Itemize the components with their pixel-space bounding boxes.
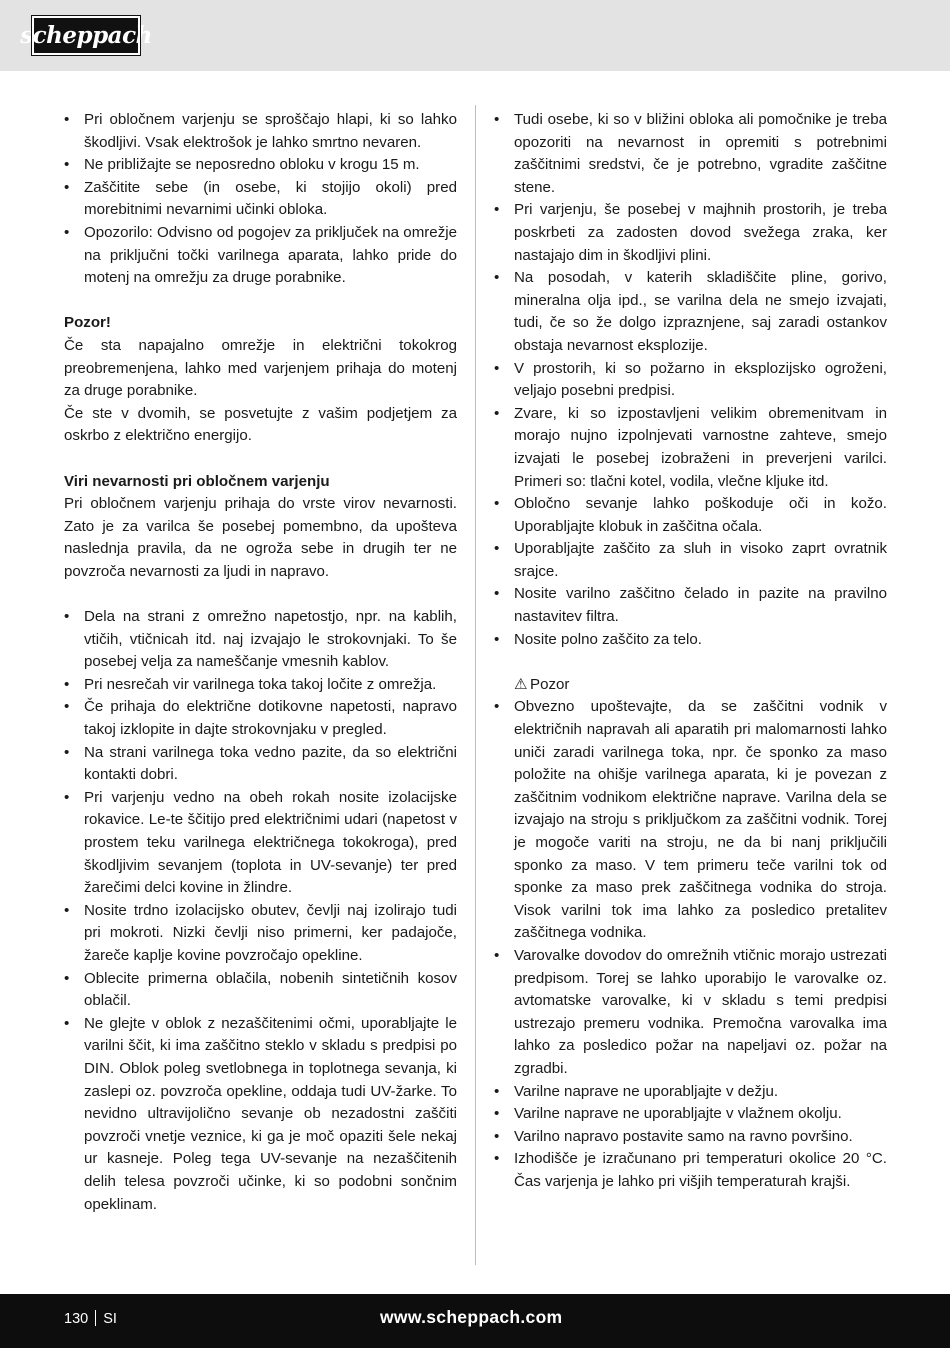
list-item: • Na posodah, v katerih skladiščite pline, gorivo, mineralna olja ipd., se varilna dela ne smejo izvajati, tudi, če so že dolgo izpraznjene, saj zaradi ostankov obstaja nevarnost eksplozije.	[494, 267, 887, 357]
list-item: • Oblecite primerna oblačila, nobenih sintetičnih kosov oblačil.	[64, 968, 457, 1013]
header-bar	[0, 0, 950, 71]
left-column	[64, 109, 457, 1216]
list-item: • Tudi osebe, ki so v bližini obloka ali pomočnike je treba opozoriti na nevarnost in opremiti s potrebnimi zaščitnimi sredstvi, če je potrebno, vgradite zaščitne stene.	[494, 109, 887, 199]
page-indicator	[64, 1310, 117, 1327]
list-item: • Če prihaja do električne dotikovne napetosti, napravo takoj izklopite in dajte strokovnjaku v pregled.	[64, 696, 457, 741]
list-item: • Izhodišče je izračunano pri temperaturi okolice 20 °C. Čas varjenja je lahko pri višjih temperaturah krajši.	[494, 1148, 887, 1193]
list-item: • Na strani varilnega toka vedno pazite, da so električni kontakti dobri.	[64, 742, 457, 787]
list-item: • Varilno napravo postavite samo na ravno površino.	[494, 1126, 887, 1149]
list-item: • Pri varjenju, še posebej v majhnih prostorih, je treba poskrbeti za zadosten dovod svežega zraka, ker nastajajo dim in škodljivi plini.	[494, 199, 887, 267]
paragraph: Če ste v dvomih, se posvetujte z vašim podjetjem za oskrbo z električno energijo.	[64, 404, 457, 445]
list-item: • Pri varjenju vedno na obeh rokah nosite izolacijske rokavice. Le-te ščitijo pred električnimi udari (napetost v prostem teku varilnega električnega tokokroga), pred škodljivim sevanjem (toplota in UV-sevanje) ter pred žarečimi delci kovine in žlindre.	[64, 787, 457, 900]
warning-label: Pozor	[530, 675, 570, 693]
list-item: • Obločno sevanje lahko poškoduje oči in kožo. Uporabljajte klobuk in zaščitna očala.	[494, 493, 887, 538]
bullet-list	[494, 109, 887, 651]
warning-heading	[494, 674, 887, 697]
paragraph: Če sta napajalno omrežje in električni tokokrog preobremenjena, lahko med varjenjem prihaja do motenj za druge porabnike.	[64, 336, 457, 400]
list-item: • Varilne naprave ne uporabljajte v dežju.	[494, 1081, 887, 1104]
list-item: • Pri nesrečah vir varilnega toka takoj ločite z omrežja.	[64, 674, 457, 697]
list-item: • Nosite polno zaščito za telo.	[494, 629, 887, 652]
bullet-list	[64, 109, 457, 290]
list-item: • Pri obločnem varjenju se sproščajo hlapi, ki so lahko škodljivi. Vsak elektrošok je lahko smrtno nevaren.	[64, 109, 457, 154]
list-item: • Varilne naprave ne uporabljajte v vlažnem okolju.	[494, 1103, 887, 1126]
list-item: • Varovalke dovodov do omrežnih vtičnic morajo ustrezati predpisom. Torej se lahko uporabijo le varovalke oz. avtomatske varovalke, ki v skladu s temi predpisi ustrezajo premeru vodnika. Premočna varovalka ima lahko za posledico požar na napeljavi oz. požar na zgradbi.	[494, 945, 887, 1081]
language-code: SI	[103, 1311, 117, 1327]
footer-bar	[0, 1294, 950, 1348]
list-item: • Zaščitite sebe (in osebe, ki stojijo okoli) pred morebitnimi nevarnimi učinki obloka.	[64, 177, 457, 222]
list-item: • Uporabljajte zaščito za sluh in visoko zaprt ovratnik srajce.	[494, 538, 887, 583]
list-item: • V prostorih, ki so požarno in eksplozijsko ogroženi, veljajo posebni predpisi.	[494, 358, 887, 403]
list-item: • Obvezno upoštevajte, da se zaščitni vodnik v električnih napravah ali aparatih pri malomarnosti lahko uniči zaradi varilnega toka, npr. če sponko za maso položite na ohišje varilnega aparata, ki je povezan z zaščitnim vodnikom električne naprave. Varilna dela se izvajajo na stroju s priključkom za zaščitni vodnik. Torej je mogoče variti na stroju, ne da bi nanj priključili sponko za maso. V tem primeru teče varilni tok od sponke za maso prek zaščitnega vodnika do stroja. Visok varilni tok ima lahko za posledico pretalitev zaščitnega vodnika.	[494, 696, 887, 945]
page-separator	[95, 1310, 96, 1326]
list-item: • Dela na strani z omrežno napetostjo, npr. na kablih, vtičih, vtičnicah itd. naj izvajajo le strokovnjaki. To še posebej velja za nameščanje vmesnih kablov.	[64, 606, 457, 674]
warning-triangle-icon: ⚠	[514, 675, 528, 693]
pozor-heading: Pozor!	[64, 314, 111, 332]
right-column	[494, 109, 887, 1194]
page-number: 130	[64, 1311, 89, 1327]
list-item: • Opozorilo: Odvisno od pogojev za priključek na omrežje na priključni točki varilnega aparata, lahko pride do motenj na omrežju za druge porabnike.	[64, 222, 457, 290]
list-item: • Nosite varilno zaščitno čelado in pazite na pravilno nastavitev filtra.	[494, 583, 887, 628]
section-heading: Viri nevarnosti pri obločnem varjenju	[64, 472, 330, 490]
paragraph: Pri obločnem varjenju prihaja do vrste virov nevarnosti. Zato je za varilca še posebej pomembno, da upošteva naslednja pravila, da ne ogroža sebe in drugih ter ne povzroča nevarnosti za ljudi in napravo.	[64, 495, 457, 580]
column-divider	[475, 105, 476, 1265]
bullet-list	[494, 696, 887, 1193]
list-item: • Nosite trdno izolacijsko obutev, čevlji naj izolirajo tudi pri mokroti. Nizki čevlji niso primerni, ker padajoče, žareče kaplje kovine povzročajo opekline.	[64, 900, 457, 968]
bullet-list	[64, 606, 457, 1216]
list-item: • Ne glejte v oblok z nezaščitenimi očmi, uporabljajte le varilni ščit, ki ima zaščitno steklo v skladu s predpisi po DIN. Oblok poleg svetlobnega in toplotnega sevanja, ki zaslepi oz. povzroča opekline, oddaja tudi UV-žarke. To nevidno ultravijolično sevanje ob nezadostni zaščiti povzroči vnetje veznice, ki ga je moč opaziti šele nekaj ur kasneje. Poleg tega UV-sevanje na nezaščitenih delih telesa povzroči učinke, ki so podobni sončnim opeklinam.	[64, 1013, 457, 1216]
scheppach-logo: scheppach	[32, 16, 140, 55]
list-item: • Zvare, ki so izpostavljeni velikim obremenitvam in morajo nujno izpolnjevati varnostne zahteve, smejo izvajati le posebej izobraženi in preverjeni varilci. Primeri so: tlačni kotel, vodila, vlečne kljuke itd.	[494, 403, 887, 493]
website-url: www.scheppach.com	[380, 1307, 563, 1327]
list-item: • Ne približajte se neposredno obloku v krogu 15 m.	[64, 154, 457, 177]
